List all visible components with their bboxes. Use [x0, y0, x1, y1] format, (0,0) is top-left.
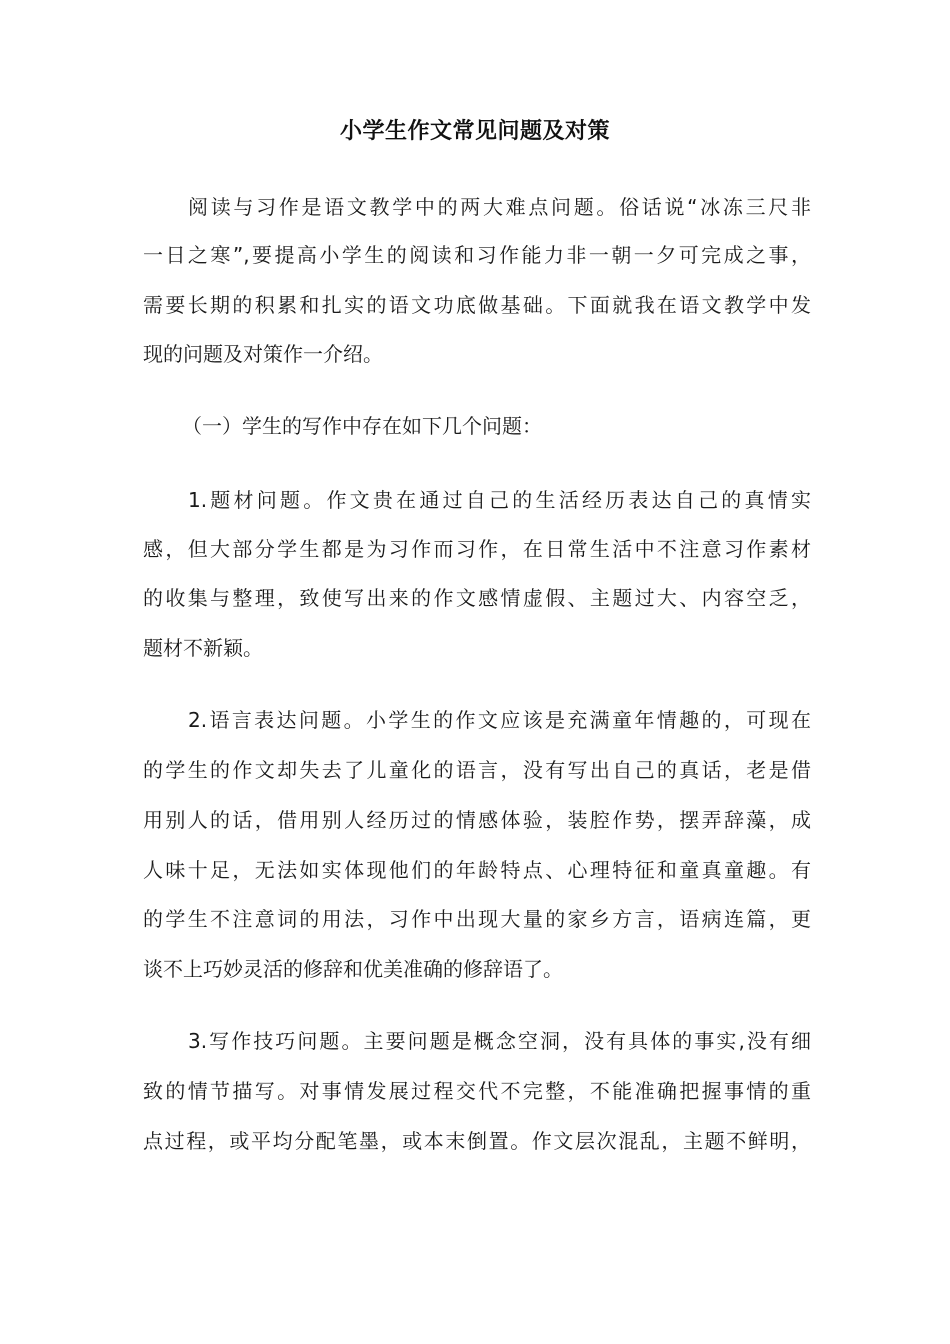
paragraph-3-line-4: 题材不新颖。: [143, 636, 263, 660]
paragraph-5-line-2: 致的情节描写。对事情发展过程交代不完整，不能准确把握事情的重: [143, 1079, 811, 1103]
section-heading-1: （一）学生的写作中存在如下几个问题：: [182, 414, 542, 438]
paragraph-4-line-6: 谈不上巧妙灵活的修辞和优美准确的修辞语了。: [143, 957, 563, 981]
paragraph-5-line-1: 3.写作技巧问题。主要问题是概念空洞，没有具体的事实,没有细: [188, 1029, 811, 1053]
paragraph-4-line-1: 2.语言表达问题。小学生的作文应该是充满童年情趣的，可现在: [188, 708, 811, 732]
paragraph-5-line-3: 点过程，或平均分配笔墨，或本末倒置。作文层次混乱，主题不鲜明，: [143, 1129, 811, 1153]
paragraph-1-line-3: 需要长期的积累和扎实的语文功底做基础。下面就我在语文教学中发: [143, 293, 811, 317]
document-title: 小学生作文常见问题及对策: [339, 119, 610, 144]
paragraph-1-line-4: 现的问题及对策作一介绍。: [143, 342, 383, 366]
paragraph-1-line-1: 阅读与习作是语文教学中的两大难点问题。俗话说“冰冻三尺非: [188, 195, 811, 219]
paragraph-3-line-3: 的收集与整理，致使写出来的作文感情虚假、主题过大、内容空乏，: [143, 586, 811, 610]
paragraph-4-line-4: 人味十足，无法如实体现他们的年龄特点、心理特征和童真童趣。有: [143, 858, 811, 882]
paragraph-3-line-2: 感，但大部分学生都是为习作而习作，在日常生活中不注意习作素材: [143, 537, 811, 561]
paragraph-1-line-2: 一日之寒”,要提高小学生的阅读和习作能力非一朝一夕可完成之事，: [143, 243, 811, 267]
paragraph-4-line-5: 的学生不注意词的用法，习作中出现大量的家乡方言，语病连篇，更: [143, 907, 811, 931]
paragraph-4-line-3: 用别人的话，借用别人经历过的情感体验，装腔作势，摆弄辞藻，成: [143, 808, 811, 832]
paragraph-4-line-2: 的学生的作文却失去了儿童化的语言，没有写出自己的真话，老是借: [143, 758, 811, 782]
paragraph-3-line-1: 1.题材问题。作文贵在通过自己的生活经历表达自己的真情实: [188, 488, 811, 512]
